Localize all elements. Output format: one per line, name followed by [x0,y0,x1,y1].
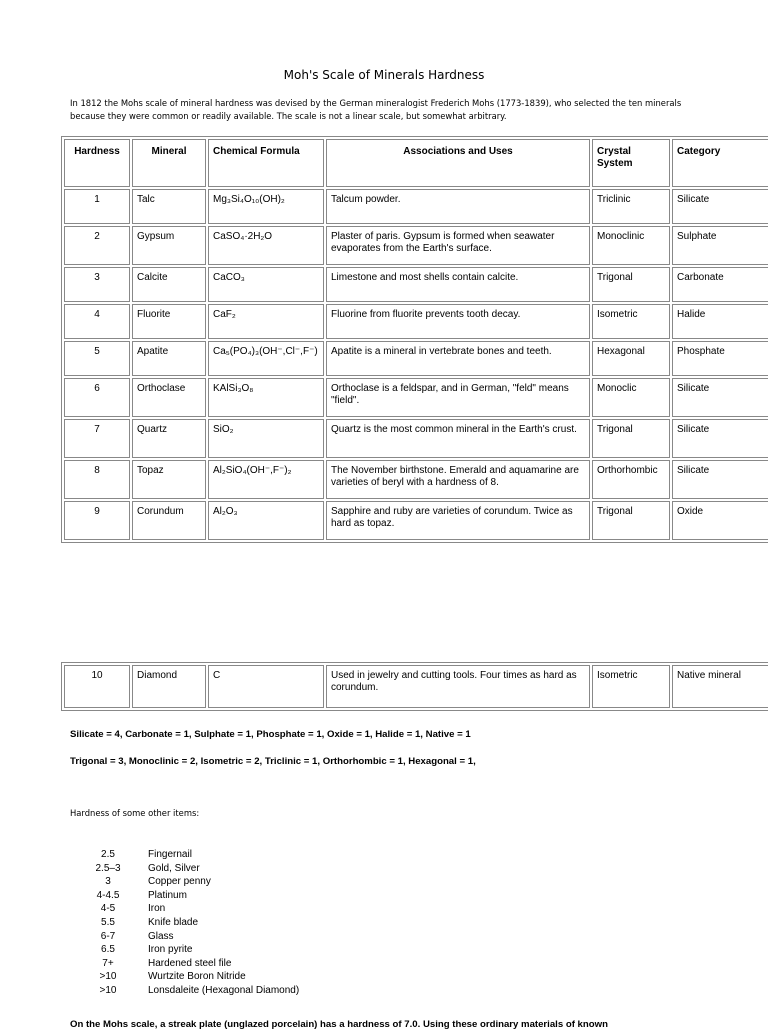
cell-category: Phosphate [672,341,768,376]
cell-hardness: 5 [64,341,130,376]
header-hardness: Hardness [64,139,130,187]
cell-hardness: 1 [64,189,130,224]
list-item [90,902,299,916]
cell-associations: Plaster of paris. Gypsum is formed when seawater evaporates from the Earth's surface. [326,226,590,265]
item-name: Knife blade [148,916,199,928]
item-name: Gold, Silver [148,862,200,874]
cell-formula: Al₂O₃ [208,501,324,540]
cell-category: Silicate [672,189,768,224]
other-items-list [90,848,299,998]
cell-mineral: Topaz [132,460,206,499]
header-mineral: Mineral [132,139,206,187]
cell-crystal-system: Monoclic [592,378,670,417]
cell-mineral: Quartz [132,419,206,458]
list-item [90,957,299,971]
other-items-heading: Hardness of some other items: [70,808,200,818]
cell-hardness: 3 [64,267,130,302]
item-name: Platinum [148,889,187,901]
header-chemical-formula: Chemical Formula [208,139,324,187]
cell-category: Halide [672,304,768,339]
item-name: Hardened steel file [148,957,232,969]
cell-associations: Orthoclase is a feldspar, and in German, "feld" means "field". [326,378,590,417]
table-row [64,665,768,708]
item-name: Iron [148,903,166,915]
list-item [90,875,299,889]
cell-formula: CaF₂ [208,304,324,339]
list-item [90,943,299,957]
cell-formula: CaSO₄·2H₂O [208,226,324,265]
table-row [64,419,768,458]
cell-category: Silicate [672,419,768,458]
cell-category: Native mineral [672,665,768,708]
table-row [64,501,768,540]
cell-associations: Limestone and most shells contain calcite. [326,267,590,302]
table-row [64,460,768,499]
cell-crystal-system: Monoclinic [592,226,670,265]
item-hardness: 7+ [102,957,114,969]
cell-mineral: Corundum [132,501,206,540]
cell-formula: Ca₅(PO₄)₃(OH⁻,Cl⁻,F⁻) [208,341,324,376]
cell-crystal-system: Triclinic [592,189,670,224]
cell-category: Sulphate [672,226,768,265]
cell-associations: Apatite is a mineral in vertebrate bones and teeth. [326,341,590,376]
item-hardness: 2.5 [101,849,115,860]
item-hardness: >10 [99,984,117,996]
item-hardness: 3 [105,876,111,888]
cell-category: Silicate [672,378,768,417]
cell-crystal-system: Trigonal [592,501,670,540]
cutoff-text: On the Mohs scale, a streak plate (unglazed porcelain) has a hardness of 7.0. Using these ordinary materials of known [70,1019,608,1030]
cell-hardness: 7 [64,419,130,458]
cell-formula: C [208,665,324,708]
list-item [90,889,299,903]
item-hardness: 6.5 [101,944,115,956]
table-row [64,341,768,376]
page-title: Moh's Scale of Minerals Hardness [283,68,485,82]
cell-mineral: Fluorite [132,304,206,339]
table-header-row [64,139,768,187]
cell-category: Oxide [672,501,768,540]
cell-crystal-system: Hexagonal [592,341,670,376]
cell-hardness: 4 [64,304,130,339]
table-row [64,226,768,265]
cell-associations: Sapphire and ruby are varieties of corundum. Twice as hard as topaz. [326,501,590,540]
cell-associations: The November birthstone. Emerald and aquamarine are varieties of beryl with a hardness of 8. [326,460,590,499]
item-hardness: 5.5 [101,916,115,928]
cell-associations: Quartz is the most common mineral in the Earth's crust. [326,419,590,458]
cell-hardness: 2 [64,226,130,265]
cell-crystal-system: Trigonal [592,419,670,458]
list-item [90,848,299,862]
table-row [64,267,768,302]
item-hardness: 4-4.5 [96,889,120,901]
item-hardness: 2.5–3 [95,862,121,874]
cell-formula: KAlSi₃O₈ [208,378,324,417]
cell-hardness: 8 [64,460,130,499]
cell-formula: Mg₃Si₄O₁₀(OH)₂ [208,189,324,224]
item-name: Fingernail [148,849,192,860]
item-name: Iron pyrite [148,944,193,956]
cell-formula: CaCO₃ [208,267,324,302]
mohs-scale-table [61,136,768,543]
intro-paragraph: In 1812 the Mohs scale of mineral hardness was devised by the German mineralogist Frederich Mohs (1773-1839), who selected the ten minerals because they were common or readily available. The scale is not a linear scale, but somewhat arbitrary. [70,98,682,121]
cell-crystal-system: Orthorhombic [592,460,670,499]
table-row [64,378,768,417]
cell-associations: Fluorine from fluorite prevents tooth decay. [326,304,590,339]
list-item [90,862,299,876]
cell-category: Silicate [672,460,768,499]
cell-crystal-system: Isometric [592,665,670,708]
header-associations: Associations and Uses [326,139,590,187]
item-name: Lonsdaleite (Hexagonal Diamond) [148,984,300,996]
item-hardness: 6-7 [100,930,116,942]
item-name: Wurtzite Boron Nitride [148,971,246,983]
item-hardness: >10 [99,971,117,983]
cell-formula: SiO₂ [208,419,324,458]
cell-mineral: Talc [132,189,206,224]
cell-crystal-system: Isometric [592,304,670,339]
cell-mineral: Apatite [132,341,206,376]
cell-mineral: Orthoclase [132,378,206,417]
cell-hardness: 10 [64,665,130,708]
cell-mineral: Diamond [132,665,206,708]
cell-crystal-system: Trigonal [592,267,670,302]
cell-associations: Used in jewelry and cutting tools. Four times as hard as corundum. [326,665,590,708]
list-item [90,916,299,930]
list-item [90,930,299,944]
cell-mineral: Calcite [132,267,206,302]
cell-hardness: 6 [64,378,130,417]
item-name: Glass [148,930,174,942]
crystal-counts: Trigonal = 3, Monoclinic = 2, Isometric = 2, Triclinic = 1, Orthorhombic = 1, Hexagonal = 1, [70,756,476,767]
cell-category: Carbonate [672,267,768,302]
cell-mineral: Gypsum [132,226,206,265]
category-counts: Silicate = 4, Carbonate = 1, Sulphate = 1, Phosphate = 1, Oxide = 1, Halide = 1, Native = 1 [70,729,471,740]
header-category: Category [672,139,768,187]
cell-formula: Al₂SiO₄(OH⁻,F⁻)₂ [208,460,324,499]
list-item [90,970,299,984]
cell-associations: Talcum powder. [326,189,590,224]
cell-hardness: 9 [64,501,130,540]
item-name: Copper penny [148,876,211,888]
item-hardness: 4-5 [100,903,116,915]
header-crystal-system: Crystal System [592,139,670,187]
table-row [64,304,768,339]
diamond-table [61,662,768,711]
list-item [90,984,299,998]
table-row [64,189,768,224]
